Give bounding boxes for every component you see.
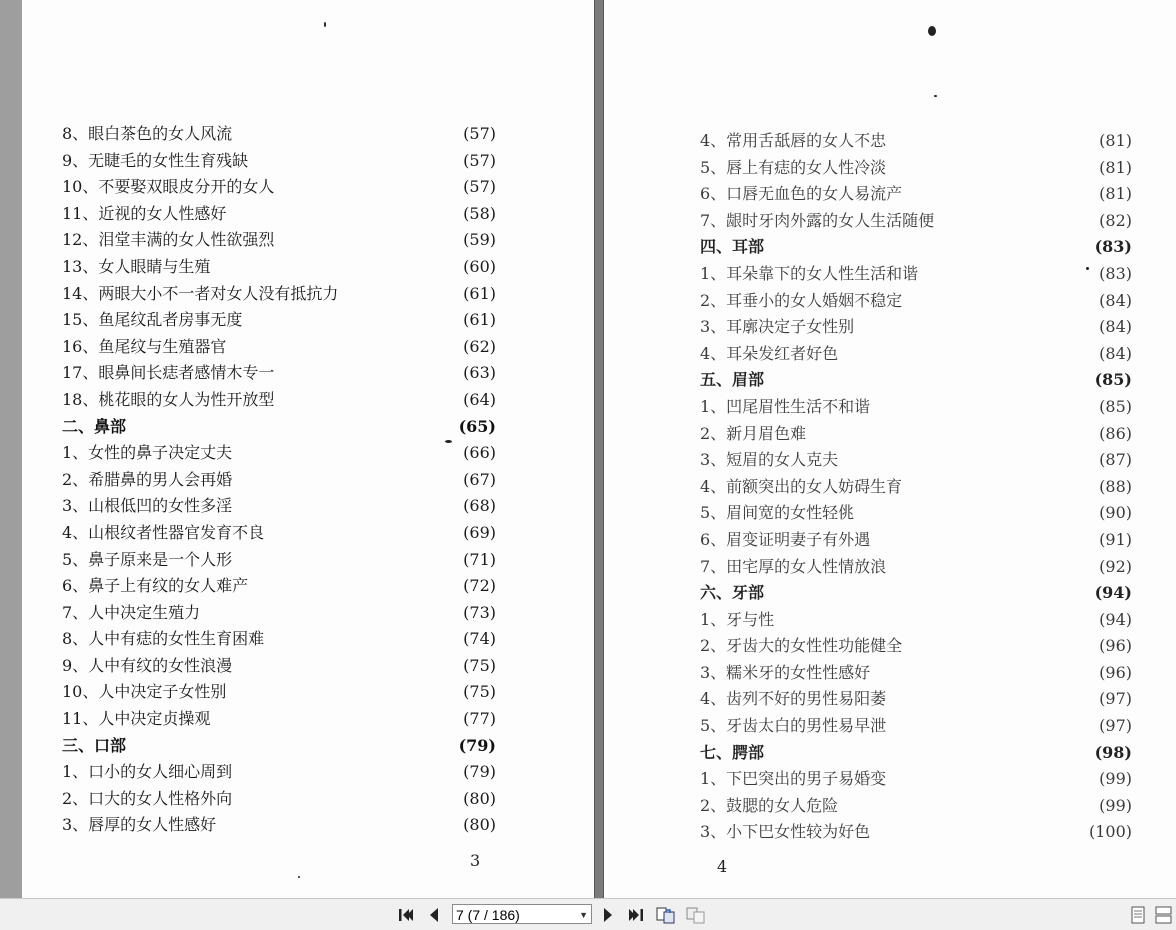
toc-section-heading bbox=[604, 234, 1176, 261]
toc-entry-page-number: (96) bbox=[1099, 636, 1132, 656]
toc-entry bbox=[604, 554, 1176, 581]
two-page-icon bbox=[1155, 906, 1173, 924]
fit-page-button[interactable] bbox=[656, 905, 676, 925]
toc-entry-title: 2、牙齿大的女性性功能健全 bbox=[700, 636, 903, 656]
toc-entry bbox=[22, 227, 594, 254]
toc-entry-page-number: (77) bbox=[463, 709, 496, 729]
toc-entry-title: 1、耳朵靠下的女人性生活和谐 bbox=[700, 263, 919, 283]
toc-entry-title: 4、前额突出的女人妨碍生育 bbox=[700, 476, 903, 496]
toc-entry bbox=[604, 500, 1176, 527]
toc-entry-title: 4、山根纹者性器官发育不良 bbox=[62, 522, 265, 542]
toc-entry-page-number: (99) bbox=[1099, 769, 1132, 789]
toc-entry bbox=[604, 527, 1176, 554]
scan-speck bbox=[445, 440, 452, 443]
toc-entry-title: 7、龈时牙肉外露的女人生活随便 bbox=[700, 210, 935, 230]
toc-entry bbox=[22, 334, 594, 361]
document-page-left bbox=[22, 0, 595, 898]
toc-entry-page-number: (79) bbox=[458, 735, 496, 755]
toc-entry-title: 2、新月眉色难 bbox=[700, 423, 807, 443]
toc-entry-page-number: (62) bbox=[463, 336, 496, 356]
toc-entry bbox=[604, 261, 1176, 288]
page-select-value: 7 (7 / 186) bbox=[456, 907, 520, 923]
fit-width-button[interactable] bbox=[686, 905, 706, 925]
toc-entry-page-number: (58) bbox=[463, 203, 496, 223]
toc-entry-page-number: (100) bbox=[1088, 822, 1132, 842]
toc-entry-title: 2、希腊鼻的男人会再婚 bbox=[62, 469, 233, 489]
toc-entry-page-number: (73) bbox=[463, 602, 496, 622]
scan-speck bbox=[298, 876, 300, 878]
toc-entry-title: 18、桃花眼的女人为性开放型 bbox=[62, 389, 275, 409]
page-number-right: 4 bbox=[717, 857, 728, 876]
toc-entry bbox=[22, 281, 594, 308]
toc-entry-title: 七、腭部 bbox=[700, 742, 765, 762]
toc-entry-page-number: (88) bbox=[1099, 476, 1132, 496]
toc-entry-page-number: (94) bbox=[1099, 609, 1132, 629]
next-page-button[interactable] bbox=[598, 905, 618, 925]
toc-entry-title: 1、下巴突出的男子易婚变 bbox=[700, 769, 887, 789]
toc-entry-title: 7、人中决定生殖力 bbox=[62, 602, 201, 622]
toc-entry bbox=[604, 181, 1176, 208]
toc-entry-title: 14、两眼大小不一者对女人没有抵抗力 bbox=[62, 283, 339, 303]
toc-entry-title: 5、眉间宽的女性轻佻 bbox=[700, 503, 855, 523]
toc-entry-title: 1、牙与性 bbox=[700, 609, 775, 629]
toc-entry-title: 三、口部 bbox=[62, 735, 127, 755]
previous-page-icon bbox=[426, 907, 442, 923]
toc-entry bbox=[22, 440, 594, 467]
toc-entry-title: 5、鼻子原来是一个人形 bbox=[62, 549, 233, 569]
toc-entry bbox=[22, 626, 594, 653]
toc-entry-title: 四、耳部 bbox=[700, 237, 765, 257]
toc-entry bbox=[22, 653, 594, 680]
first-page-icon bbox=[398, 907, 414, 923]
toc-entry-title: 8、人中有痣的女性生育困难 bbox=[62, 629, 265, 649]
toc-entry-title: 4、齿列不好的男性易阳萎 bbox=[700, 689, 887, 709]
toc-entry-page-number: (75) bbox=[463, 682, 496, 702]
toc-entry bbox=[604, 447, 1176, 474]
page-gutter bbox=[595, 0, 603, 898]
last-page-button[interactable] bbox=[626, 905, 646, 925]
toc-entry bbox=[604, 660, 1176, 687]
toc-entry-title: 17、眼鼻间长痣者感情木专一 bbox=[62, 363, 275, 383]
toc-entry-title: 13、女人眼睛与生殖 bbox=[62, 256, 211, 276]
next-page-icon bbox=[600, 907, 616, 923]
toc-entry-page-number: (83) bbox=[1099, 263, 1132, 283]
toc-entry bbox=[22, 600, 594, 627]
toc-entry-page-number: (61) bbox=[463, 310, 496, 330]
toc-entry-page-number: (57) bbox=[463, 124, 496, 143]
toc-entry bbox=[22, 493, 594, 520]
toc-entry-title: 3、糯米牙的女性性感好 bbox=[700, 662, 871, 682]
toc-entry-page-number: (92) bbox=[1099, 556, 1132, 576]
toc-entry-title: 16、鱼尾纹与生殖器官 bbox=[62, 336, 227, 356]
toc-entry-title: 11、人中决定贞操观 bbox=[62, 709, 211, 729]
previous-page-button[interactable] bbox=[424, 905, 444, 925]
toc-entry-title: 1、凹尾眉性生活不和谐 bbox=[700, 396, 871, 416]
toc-entry-page-number: (71) bbox=[463, 549, 496, 569]
toc-entry-page-number: (96) bbox=[1099, 662, 1132, 682]
toc-entry-page-number: (90) bbox=[1099, 503, 1132, 523]
toc-entry-title: 8、眼白茶色的女人风流 bbox=[62, 124, 233, 143]
toc-entry-page-number: (75) bbox=[463, 655, 496, 675]
toc-entry-page-number: (83) bbox=[1094, 237, 1132, 257]
single-page-view-button[interactable] bbox=[1128, 905, 1148, 925]
toc-entry-page-number: (61) bbox=[463, 283, 496, 303]
toc-entry-page-number: (68) bbox=[463, 496, 496, 516]
toc-entry bbox=[22, 201, 594, 228]
toc-entry-page-number: (86) bbox=[1099, 423, 1132, 443]
toc-entry-title: 4、耳朵发红者好色 bbox=[700, 343, 839, 363]
toc-entry bbox=[22, 759, 594, 786]
toc-entry-page-number: (94) bbox=[1094, 583, 1132, 603]
toc-entry bbox=[22, 121, 594, 148]
toc-entry-title: 2、耳垂小的女人婚姻不稳定 bbox=[700, 290, 903, 310]
toc-entry bbox=[604, 474, 1176, 501]
toc-entry-title: 6、眉变证明妻子有外遇 bbox=[700, 529, 871, 549]
toc-entry-title: 五、眉部 bbox=[700, 370, 765, 390]
toc-entry-title: 3、唇厚的女人性感好 bbox=[62, 815, 217, 835]
toc-entry-title: 5、牙齿太白的男性易早泄 bbox=[700, 716, 887, 736]
toc-entry-page-number: (82) bbox=[1099, 210, 1132, 230]
first-page-button[interactable] bbox=[396, 905, 416, 925]
toc-entry bbox=[604, 633, 1176, 660]
fit-width-icon bbox=[686, 906, 706, 924]
toc-entry-page-number: (84) bbox=[1099, 290, 1132, 310]
scan-speck bbox=[1086, 267, 1089, 270]
page-number-left: 3 bbox=[470, 851, 481, 870]
toc-entry-title: 4、常用舌舐唇的女人不忠 bbox=[700, 131, 887, 150]
toc-entry-title: 11、近视的女人性感好 bbox=[62, 203, 227, 223]
toc-entry bbox=[604, 686, 1176, 713]
toc-entry-page-number: (72) bbox=[463, 576, 496, 596]
toc-entry bbox=[604, 421, 1176, 448]
toc-entry bbox=[22, 360, 594, 387]
toc-entry-title: 6、鼻子上有纹的女人难产 bbox=[62, 576, 249, 596]
toc-entry bbox=[22, 307, 594, 334]
toc-section-heading bbox=[604, 580, 1176, 607]
toc-entry bbox=[22, 812, 594, 839]
toc-entry-page-number: (84) bbox=[1099, 343, 1132, 363]
toc-entry-page-number: (81) bbox=[1099, 184, 1132, 204]
toc-entry bbox=[604, 766, 1176, 793]
toc-entry-page-number: (91) bbox=[1099, 529, 1132, 549]
toc-entry bbox=[604, 288, 1176, 315]
toc-entry bbox=[604, 819, 1176, 846]
toc-entry bbox=[22, 174, 594, 201]
toc-entry-page-number: (99) bbox=[1099, 795, 1132, 815]
toc-entry-page-number: (97) bbox=[1099, 716, 1132, 736]
toc-entry bbox=[22, 573, 594, 600]
toc-entry bbox=[22, 679, 594, 706]
toc-entry-page-number: (98) bbox=[1094, 742, 1132, 762]
scan-speck bbox=[324, 22, 326, 27]
toc-entry-page-number: (85) bbox=[1099, 396, 1132, 416]
toc-entry-title: 15、鱼尾纹乱者房事无度 bbox=[62, 310, 243, 330]
toc-entry-page-number: (57) bbox=[463, 177, 496, 197]
toc-entry-title: 1、口小的女人细心周到 bbox=[62, 762, 233, 782]
toc-entry-page-number: (69) bbox=[463, 522, 496, 542]
toc-entry-title: 2、口大的女人性格外向 bbox=[62, 788, 233, 808]
toc-entry-page-number: (79) bbox=[463, 762, 496, 782]
toc-entry-title: 3、山根低凹的女性多淫 bbox=[62, 496, 233, 516]
toc-entry-page-number: (60) bbox=[463, 256, 496, 276]
toc-entry-title: 1、女性的鼻子决定丈夫 bbox=[62, 443, 233, 463]
document-page-right bbox=[603, 0, 1176, 898]
toc-entry-page-number: (67) bbox=[463, 469, 496, 489]
toc-entry-title: 3、短眉的女人克夫 bbox=[700, 450, 839, 470]
toc-entry-page-number: (81) bbox=[1099, 131, 1132, 150]
toc-entry bbox=[604, 128, 1176, 155]
toc-entry-title: 9、人中有纹的女性浪漫 bbox=[62, 655, 233, 675]
navigation-toolbar bbox=[0, 898, 1176, 930]
toc-entry-page-number: (57) bbox=[463, 150, 496, 170]
toc-section-heading bbox=[22, 733, 594, 760]
toc-entry-title: 六、牙部 bbox=[700, 583, 765, 603]
scan-speck bbox=[928, 26, 936, 36]
toc-entry-page-number: (64) bbox=[463, 389, 496, 409]
toc-entry-title: 12、泪堂丰满的女人性欲强烈 bbox=[62, 230, 275, 250]
toc-entry-page-number: (85) bbox=[1094, 370, 1132, 390]
toc-entry-title: 3、耳廓决定子女性别 bbox=[700, 317, 855, 337]
single-page-icon bbox=[1130, 906, 1146, 924]
toc-entry-title: 3、小下巴女性较为好色 bbox=[700, 822, 871, 842]
toc-entry bbox=[22, 387, 594, 414]
toc-section-heading bbox=[604, 740, 1176, 767]
toc-entry bbox=[604, 713, 1176, 740]
toc-section-heading bbox=[22, 414, 594, 441]
toc-entry bbox=[22, 254, 594, 281]
toc-entry-page-number: (63) bbox=[463, 363, 496, 383]
toc-section-heading bbox=[604, 367, 1176, 394]
toc-entry-title: 10、不要娶双眼皮分开的女人 bbox=[62, 177, 275, 197]
toc-entry-page-number: (66) bbox=[463, 443, 496, 463]
toc-entry-page-number: (84) bbox=[1099, 317, 1132, 337]
scan-speck bbox=[934, 95, 937, 97]
toc-entry-page-number: (87) bbox=[1099, 450, 1132, 470]
toc-entry-title: 5、唇上有痣的女人性冷淡 bbox=[700, 157, 887, 177]
toc-entry-title: 2、鼓腮的女人危险 bbox=[700, 795, 839, 815]
toc-entry-title: 9、无睫毛的女性生育残缺 bbox=[62, 150, 249, 170]
toc-entry-page-number: (59) bbox=[463, 230, 496, 250]
toc-entry bbox=[604, 341, 1176, 368]
toc-entry-page-number: (80) bbox=[463, 815, 496, 835]
toc-entry bbox=[22, 706, 594, 733]
toc-entry-page-number: (80) bbox=[463, 788, 496, 808]
toc-entry bbox=[604, 394, 1176, 421]
toc-list-left bbox=[22, 121, 594, 839]
toc-entry-title: 6、口唇无血色的女人易流产 bbox=[700, 184, 903, 204]
toc-entry-title: 二、鼻部 bbox=[62, 416, 127, 436]
toc-entry-page-number: (97) bbox=[1099, 689, 1132, 709]
toc-entry-page-number: (74) bbox=[463, 629, 496, 649]
toc-entry-title: 7、田宅厚的女人性情放浪 bbox=[700, 556, 887, 576]
last-page-icon bbox=[628, 907, 644, 923]
toc-entry bbox=[604, 607, 1176, 634]
chevron-down-icon: ▼ bbox=[579, 910, 588, 920]
toc-entry bbox=[22, 520, 594, 547]
toc-entry bbox=[22, 547, 594, 574]
toc-list-right bbox=[604, 128, 1176, 846]
toc-entry bbox=[604, 208, 1176, 235]
toc-entry bbox=[604, 314, 1176, 341]
page-select[interactable] bbox=[452, 904, 592, 924]
toc-entry bbox=[604, 793, 1176, 820]
fit-page-icon bbox=[656, 906, 676, 924]
toc-entry bbox=[22, 148, 594, 175]
toc-entry bbox=[604, 155, 1176, 182]
toc-entry-title: 10、人中决定子女性别 bbox=[62, 682, 227, 702]
two-page-view-button[interactable] bbox=[1154, 905, 1174, 925]
toc-entry bbox=[22, 467, 594, 494]
toc-entry-page-number: (65) bbox=[458, 416, 496, 436]
toc-entry-page-number: (81) bbox=[1099, 157, 1132, 177]
toc-entry bbox=[22, 786, 594, 813]
